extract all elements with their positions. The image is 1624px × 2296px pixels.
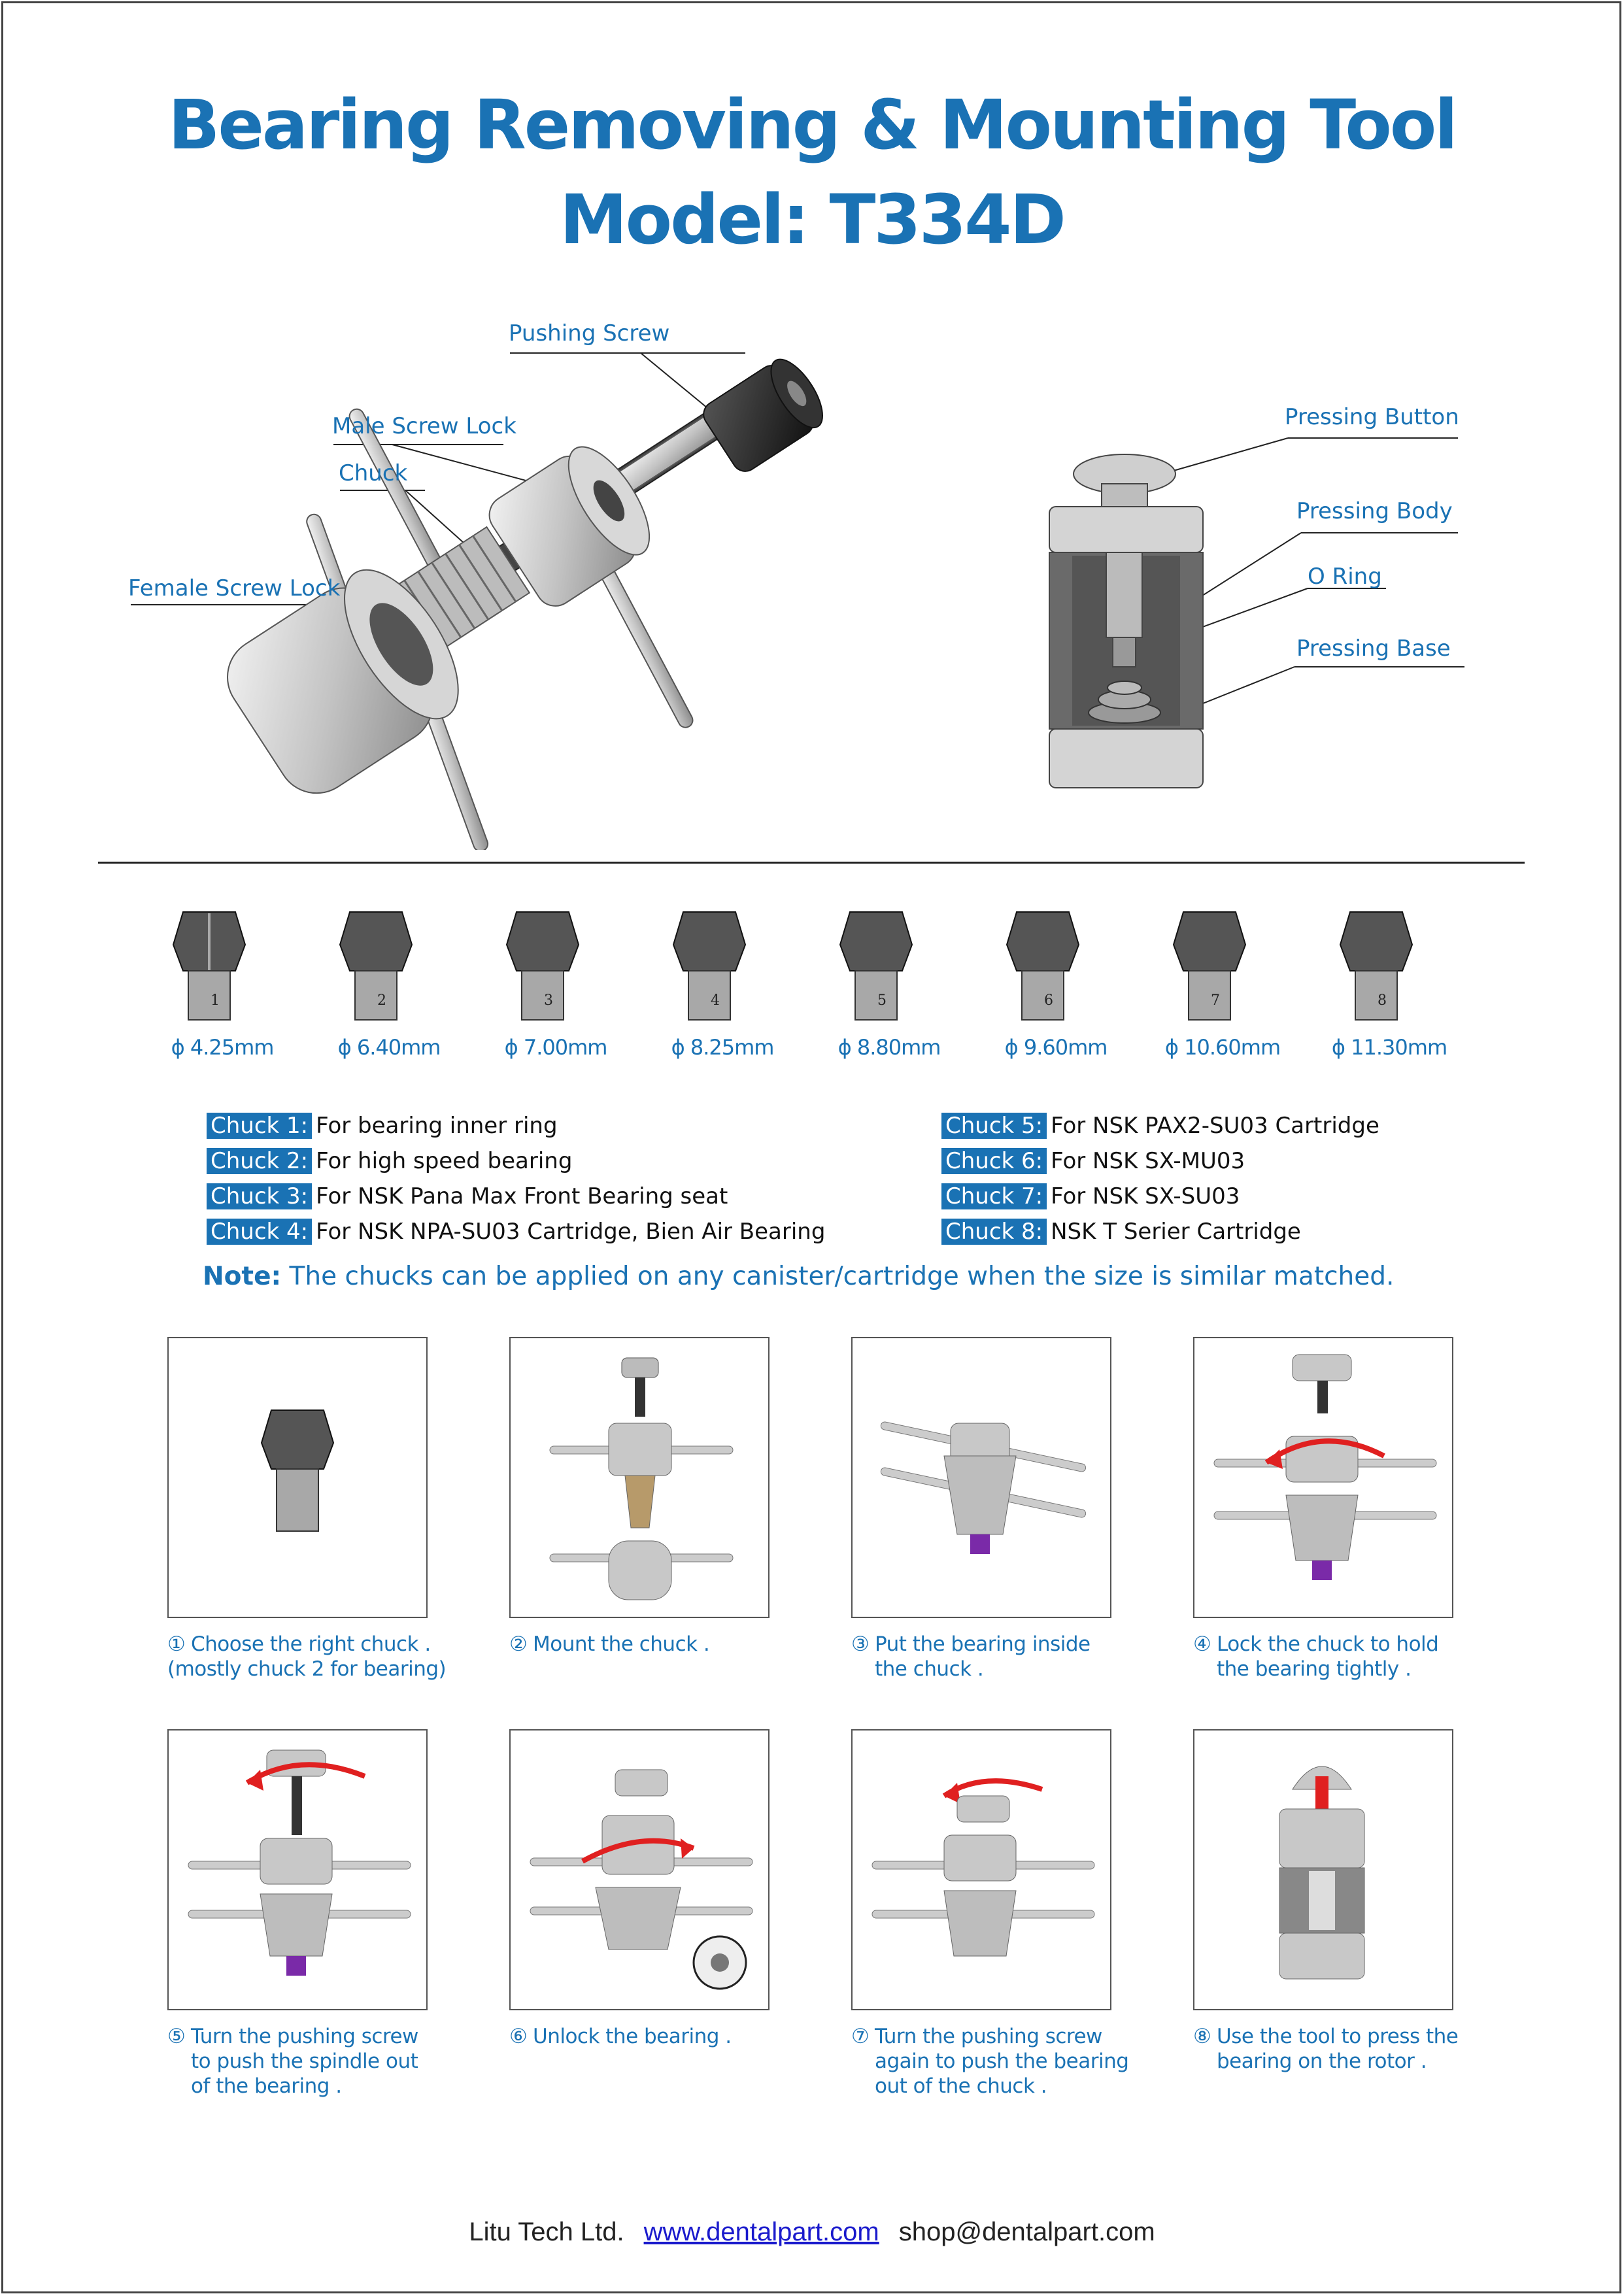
chuck-2-icon: [311, 905, 441, 1030]
chuck-use-2: [207, 1148, 572, 1174]
page-title: Bearing Removing & Mounting Tool: [168, 85, 1456, 165]
step-number: ②: [509, 1632, 528, 1656]
chuck-number-6: 6: [1044, 992, 1053, 1009]
section-divider: [98, 862, 1525, 864]
chuck-number-3: 3: [544, 992, 553, 1009]
step-line: Unlock the bearing .: [533, 2025, 732, 2048]
chuck-size-1: ϕ 4.25mm: [171, 1035, 274, 1060]
chuck-size-7: ϕ 10.60mm: [1164, 1035, 1281, 1060]
chuck-6-icon: [977, 905, 1108, 1030]
step-5: [167, 2024, 455, 2099]
step-photo-6: [509, 1729, 770, 2010]
chuck-badge: Chuck 3:: [207, 1183, 312, 1209]
step-line: the bearing tightly .: [1217, 1657, 1412, 1681]
label-male-screw-lock: Male Screw Lock: [332, 413, 516, 439]
step-number: ⑧: [1193, 2025, 1211, 2048]
label-pressing-body: Pressing Body: [1296, 498, 1453, 524]
step-photo-1: [167, 1337, 428, 1618]
chuck-badge: Chuck 2:: [207, 1148, 312, 1174]
step-number: ①: [167, 1632, 186, 1656]
step-line: Lock the chuck to hold: [1217, 1632, 1439, 1656]
chuck-number-5: 5: [877, 992, 887, 1009]
step-line: Turn the pushing screw: [875, 2025, 1102, 2048]
chuck-3-icon: [477, 905, 608, 1030]
step-photo-2: [509, 1337, 770, 1618]
step-photo-7: [851, 1729, 1111, 2010]
step-2: [509, 1632, 797, 1657]
pressing-tool-illustration: [1033, 392, 1478, 811]
label-female-screw-lock: Female Screw Lock: [128, 575, 341, 601]
chuck-use-3: [207, 1183, 728, 1209]
chuck-use-text: For NSK SX-SU03: [1051, 1183, 1240, 1209]
chuck-4-icon: [644, 905, 775, 1030]
step-number: ④: [1193, 1632, 1211, 1656]
chuck-number-4: 4: [711, 992, 720, 1009]
chuck-use-text: For bearing inner ring: [316, 1113, 558, 1139]
chuck-7-icon: [1144, 905, 1275, 1030]
label-pressing-button: Pressing Button: [1285, 404, 1459, 430]
chuck-badge: Chuck 4:: [207, 1219, 312, 1245]
step-photo-8: [1193, 1729, 1453, 2010]
step-photo-4: [1193, 1337, 1453, 1618]
chuck-number-1: 1: [211, 992, 220, 1009]
chuck-badge: Chuck 7:: [941, 1183, 1047, 1209]
chuck-size-8: ϕ 11.30mm: [1331, 1035, 1447, 1060]
step-line: of the bearing .: [191, 2074, 342, 2098]
step-line: (mostly chuck 2 for bearing): [167, 1657, 447, 1681]
chuck-use-6: [941, 1148, 1245, 1174]
footer-website-link[interactable]: www.dentalpart.com: [643, 2218, 879, 2246]
step-line: bearing on the rotor .: [1217, 2050, 1427, 2073]
chuck-badge: Chuck 1:: [207, 1113, 312, 1139]
chuck-size-5: ϕ 8.80mm: [837, 1035, 941, 1060]
step-6: [509, 2024, 797, 2049]
step-line: Use the tool to press the: [1217, 2025, 1459, 2048]
chuck-badge: Chuck 5:: [941, 1113, 1047, 1139]
chuck-size-4: ϕ 8.25mm: [671, 1035, 774, 1060]
chuck-size-3: ϕ 7.00mm: [504, 1035, 607, 1060]
label-chuck: Chuck: [339, 460, 408, 486]
step-3: [851, 1632, 1139, 1681]
step-photo-5: [167, 1729, 428, 2010]
step-7: [851, 2024, 1139, 2099]
chuck-use-text: For NSK Pana Max Front Bearing seat: [316, 1183, 728, 1209]
chuck-size-2: ϕ 6.40mm: [337, 1035, 441, 1060]
chuck-use-text: For NSK NPA-SU03 Cartridge, Bien Air Bearing: [316, 1219, 826, 1245]
chuck-size-6: ϕ 9.60mm: [1004, 1035, 1108, 1060]
chuck-use-text: NSK T Serier Cartridge: [1051, 1219, 1301, 1245]
step-line: the chuck .: [875, 1657, 984, 1681]
model-title: Model: T334D: [560, 180, 1064, 260]
chuck-use-text: For high speed bearing: [316, 1148, 573, 1174]
step-line: Put the bearing inside: [875, 1632, 1091, 1656]
chuck-badge: Chuck 6:: [941, 1148, 1047, 1174]
label-pressing-base: Pressing Base: [1296, 635, 1451, 662]
chuck-use-4: [207, 1219, 825, 1245]
step-photo-3: [851, 1337, 1111, 1618]
step-4: [1193, 1632, 1481, 1681]
step-line: Turn the pushing screw: [191, 2025, 418, 2048]
note: [203, 1262, 1394, 1291]
chuck-5-icon: [811, 905, 941, 1030]
step-line: to push the spindle out: [191, 2050, 418, 2073]
chuck-use-5: [941, 1113, 1379, 1139]
chuck-use-text: For NSK SX-MU03: [1051, 1148, 1245, 1174]
footer-company: Litu Tech Ltd.: [469, 2218, 624, 2246]
step-number: ⑤: [167, 2025, 186, 2048]
chuck-use-7: [941, 1183, 1240, 1209]
step-number: ⑥: [509, 2025, 528, 2048]
step-number: ③: [851, 1632, 870, 1656]
note-label: Note:: [203, 1262, 282, 1291]
chuck-number-7: 7: [1211, 992, 1220, 1009]
label-o-ring: O Ring: [1308, 564, 1382, 590]
chuck-use-text: For NSK PAX2-SU03 Cartridge: [1051, 1113, 1379, 1139]
chuck-use-8: [941, 1219, 1301, 1245]
step-line: out of the chuck .: [875, 2074, 1047, 2098]
step-line: again to push the bearing: [875, 2050, 1129, 2073]
footer: [0, 2218, 1624, 2247]
step-number: ⑦: [851, 2025, 870, 2048]
step-line: Choose the right chuck .: [191, 1632, 431, 1656]
chuck-number-2: 2: [377, 992, 386, 1009]
chuck-use-1: [207, 1113, 558, 1139]
step-1: [167, 1632, 455, 1681]
label-pushing-screw: Pushing Screw: [509, 320, 670, 346]
chuck-badge: Chuck 8:: [941, 1219, 1047, 1245]
note-text: The chucks can be applied on any canister/cartridge when the size is similar matched.: [289, 1262, 1395, 1291]
step-line: Mount the chuck .: [533, 1632, 710, 1656]
step-8: [1193, 2024, 1481, 2074]
chuck-8-icon: [1311, 905, 1442, 1030]
footer-email[interactable]: shop@dentalpart.com: [898, 2218, 1155, 2246]
chuck-number-8: 8: [1378, 992, 1387, 1009]
